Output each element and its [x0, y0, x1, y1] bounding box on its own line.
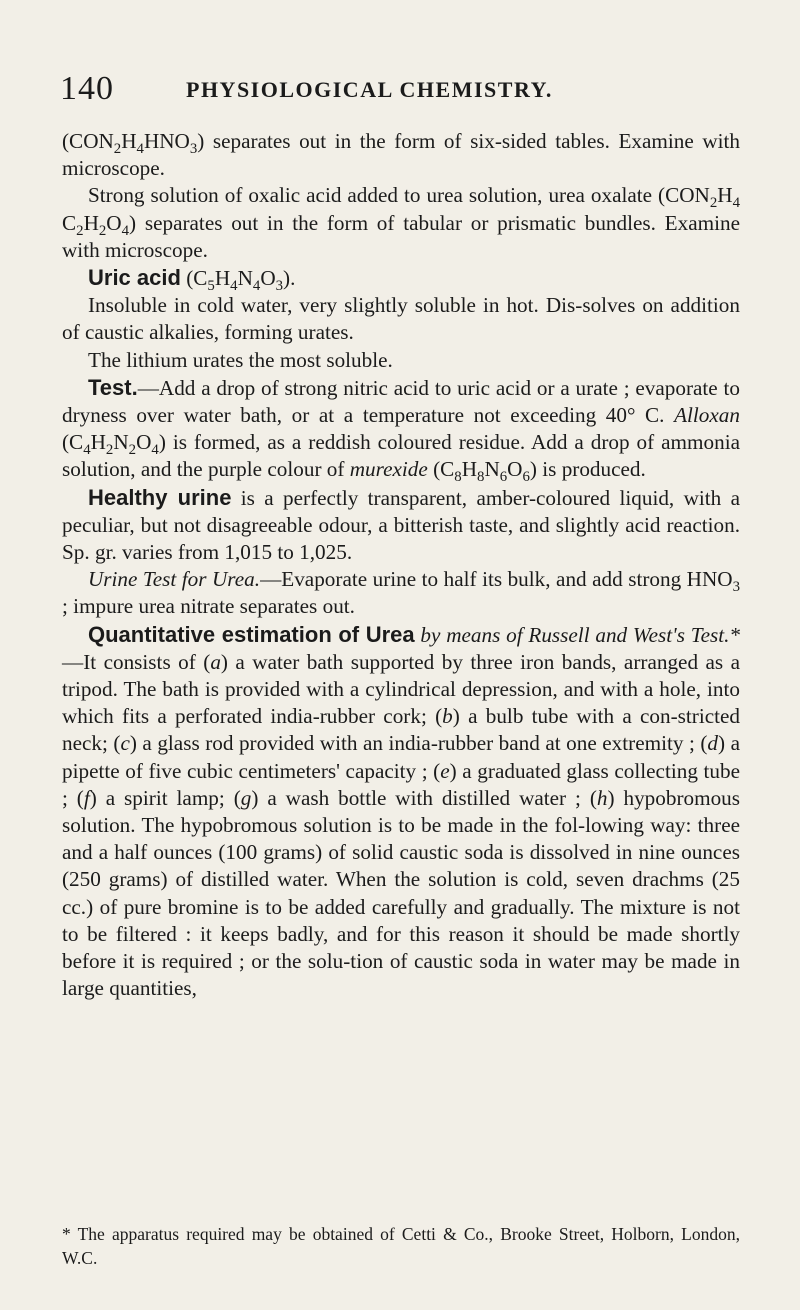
running-head: PHYSIOLOGICAL CHEMISTRY. [186, 77, 553, 102]
paragraph-urea-nitrate: $(CON_2H_4HNO_3)$ separates out in the form of six-sided tables. Examine with microscope. [62, 129, 740, 181]
paragraph-test: Test.—Add a drop of strong nitric acid to uric acid or a urate ; evaporate to dryness over water bath, or at a temperature not exceeding 40° C. Alloxan $(C_4H_2N_2O_4)$ is formed, as a reddish coloured residue. Add a drop of ammonia solution, and the purple colour of murexide $(C_8H_8N_6O_6)$ is produced. [62, 374, 740, 486]
paragraph-urine-test: Urine Test for Urea.—Evaporate urine to half its bulk, and add strong $HNO_3$ ; impure urea nitrate separates out. [62, 567, 740, 619]
paragraph-quantitative-estimation: Quantitative estimation of Urea by means of Russell and West's Test.*—It consists of (a) a water bath supported by three iron bands, arranged as a tripod. The bath is provided with a cylindrical depression, and with a hole, into which fits a perforated india-rubber cork; (b) a bulb tube with a con-stricted neck; (c) a glass rod provided with an india-rubber band at one extremity ; (d) a pipette of five cubic centimeters' capacity ; (e) a graduated glass collecting tube ; (f) a spirit lamp; (g) a wash bottle with distilled water ; (h) hypobromous solution. The hypobromous solution is to be made in the fol-lowing way: three and a half ounces (100 grams) of solid caustic soda is dissolved in nine ounces (250 grams) of distilled water. When the solution is cold, seven drachms (25 cc.) of pure bromine is to be added carefully and gradually. The mixture is not to be filtered : it keeps badly, and for this reason it should be made shortly before it is required ; or the solu-tion of caustic soda in water may be made in large quantities, [62, 621, 741, 1001]
page-header [60, 70, 760, 110]
page-body [62, 128, 740, 1003]
paragraph-healthy-urine: Healthy urine is a perfectly transparent, amber-coloured liquid, with a peculiar, but not disagreeable odour, a bitterish taste, and slightly acid reaction. Sp. gr. varies from 1,015 to 1,025. [62, 484, 741, 565]
footnote: * The apparatus required may be obtained of Cetti & Co., Brooke Street, Holborn, London, W.C. [62, 1223, 740, 1268]
paragraph-urea-oxalate: Strong solution of oxalic acid added to urea solution, urea oxalate ($CON_2H_4$ $C_2H_2O_4$) separates out in the form of tabular or prismatic bundles. Examine with microscope. [62, 183, 740, 262]
heading-uric-acid: Uric acid $(C_5H_4N_4O_3)$. [88, 265, 296, 295]
paragraph-lithium: The lithium urates the most soluble. [88, 347, 393, 372]
paragraph-solubility: Insoluble in cold water, very slightly soluble in hot. Dis-solves on addition of caustic alkalies, forming urates. [62, 293, 740, 345]
page-number: 140 [60, 70, 114, 107]
